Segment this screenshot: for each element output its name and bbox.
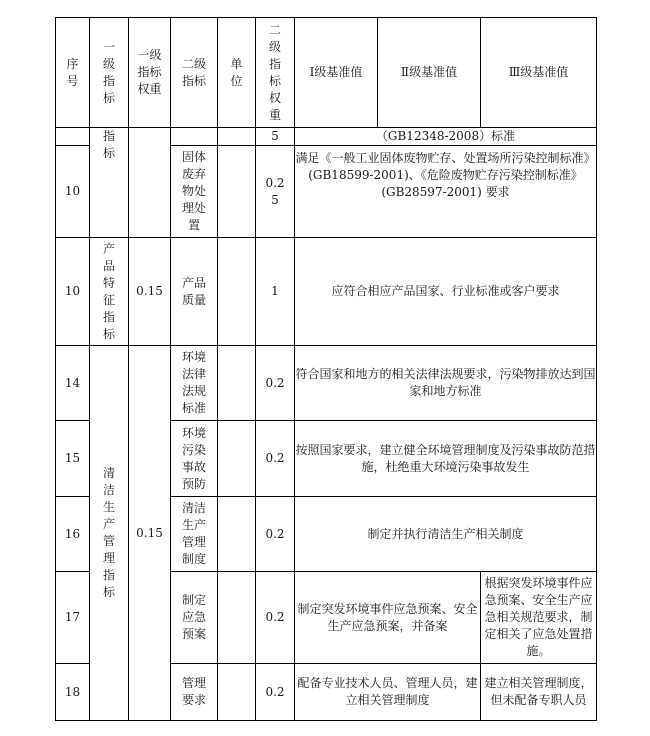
level1-indicator-cell: 指标 bbox=[90, 128, 129, 238]
benchmark-merged-cell: 制定并执行清洁生产相关制度 bbox=[295, 497, 597, 572]
seq-cell: 10 bbox=[56, 146, 90, 238]
benchmark-merged-cell: （GB12348-2008）标准 bbox=[295, 128, 597, 146]
header-row bbox=[56, 18, 597, 128]
level2-indicator-cell: 制定应急预案 bbox=[171, 572, 218, 664]
table-row bbox=[56, 238, 597, 346]
seq-cell bbox=[56, 128, 90, 146]
level2-weight-cell: 0.2 bbox=[256, 497, 295, 572]
seq-cell: 10 bbox=[56, 238, 90, 346]
level2-indicator-cell: 管理要求 bbox=[171, 664, 218, 721]
header-level2-indicator: 二级指标 bbox=[171, 18, 218, 128]
header-benchmark-3: Ⅲ级基准值 bbox=[481, 18, 597, 128]
seq-cell: 16 bbox=[56, 497, 90, 572]
level1-weight-cell: 0.15 bbox=[129, 346, 171, 721]
level2-indicator-cell bbox=[171, 128, 218, 146]
level1-indicator-cell: 清洁生产管理指标 bbox=[90, 346, 129, 721]
unit-cell bbox=[218, 238, 256, 346]
table-row bbox=[56, 128, 597, 146]
level2-indicator-cell: 环境法律法规标准 bbox=[171, 346, 218, 421]
standards-table bbox=[55, 17, 597, 721]
level2-weight-cell: 0.2 bbox=[256, 421, 295, 497]
level1-weight-cell bbox=[129, 128, 171, 238]
benchmark-merged-cell: 按照国家要求，建立健全环境管理制度及污染事故防范措施，杜绝重大环境污染事故发生 bbox=[295, 421, 597, 497]
unit-cell bbox=[218, 664, 256, 721]
level2-weight-cell: 0.2 bbox=[256, 346, 295, 421]
header-benchmark-2: Ⅱ级基准值 bbox=[378, 18, 481, 128]
header-seq: 序号 bbox=[56, 18, 90, 128]
benchmark-1-2-cell: 配备专业技术人员、管理人员，建立相关管理制度 bbox=[295, 664, 481, 721]
seq-cell: 18 bbox=[56, 664, 90, 721]
benchmark-3-cell: 根据突发环境事件应急预案、安全生产应急相关规范要求，制定相关了应急处置措施。 bbox=[481, 572, 597, 664]
level2-indicator-cell: 环境污染事故预防 bbox=[171, 421, 218, 497]
benchmark-3-cell: 建立相关管理制度，但未配备专职人员 bbox=[481, 664, 597, 721]
level2-weight-cell: 0.2 bbox=[256, 572, 295, 664]
header-level2-weight: 二级指标权重 bbox=[256, 18, 295, 128]
level2-weight-cell: 5 bbox=[256, 128, 295, 146]
level2-indicator-cell: 固体废弃物处理处置 bbox=[171, 146, 218, 238]
header-benchmark-1: Ⅰ级基准值 bbox=[295, 18, 378, 128]
level2-indicator-cell: 产品质量 bbox=[171, 238, 218, 346]
level2-weight-cell: 0.25 bbox=[256, 146, 295, 238]
header-level1-weight: 一级指标权重 bbox=[129, 18, 171, 128]
benchmark-merged-cell: 符合国家和地方的相关法律法规要求，污染物排放达到国家和地方标准 bbox=[295, 346, 597, 421]
unit-cell bbox=[218, 497, 256, 572]
benchmark-1-2-cell: 制定突发环境事件应急预案、安全生产应急预案，并备案 bbox=[295, 572, 481, 664]
seq-cell: 17 bbox=[56, 572, 90, 664]
benchmark-merged-cell: 满足《一般工业固体废物贮存、处置场所污染控制标准》(GB18599-2001)、《危险废物贮存污染控制标准》(GB28597-2001) 要求 bbox=[295, 146, 597, 238]
level2-weight-cell: 0.2 bbox=[256, 664, 295, 721]
unit-cell bbox=[218, 128, 256, 146]
header-unit: 单位 bbox=[218, 18, 256, 128]
table-row bbox=[56, 346, 597, 421]
seq-cell: 15 bbox=[56, 421, 90, 497]
unit-cell bbox=[218, 572, 256, 664]
level1-indicator-cell: 产品特征指标 bbox=[90, 238, 129, 346]
unit-cell bbox=[218, 146, 256, 238]
benchmark-merged-cell: 应符合相应产品国家、行业标准或客户要求 bbox=[295, 238, 597, 346]
level1-weight-cell: 0.15 bbox=[129, 238, 171, 346]
seq-cell: 14 bbox=[56, 346, 90, 421]
header-level1-indicator: 一级指标 bbox=[90, 18, 129, 128]
level2-weight-cell: 1 bbox=[256, 238, 295, 346]
unit-cell bbox=[218, 421, 256, 497]
level2-indicator-cell: 清洁生产管理制度 bbox=[171, 497, 218, 572]
unit-cell bbox=[218, 346, 256, 421]
